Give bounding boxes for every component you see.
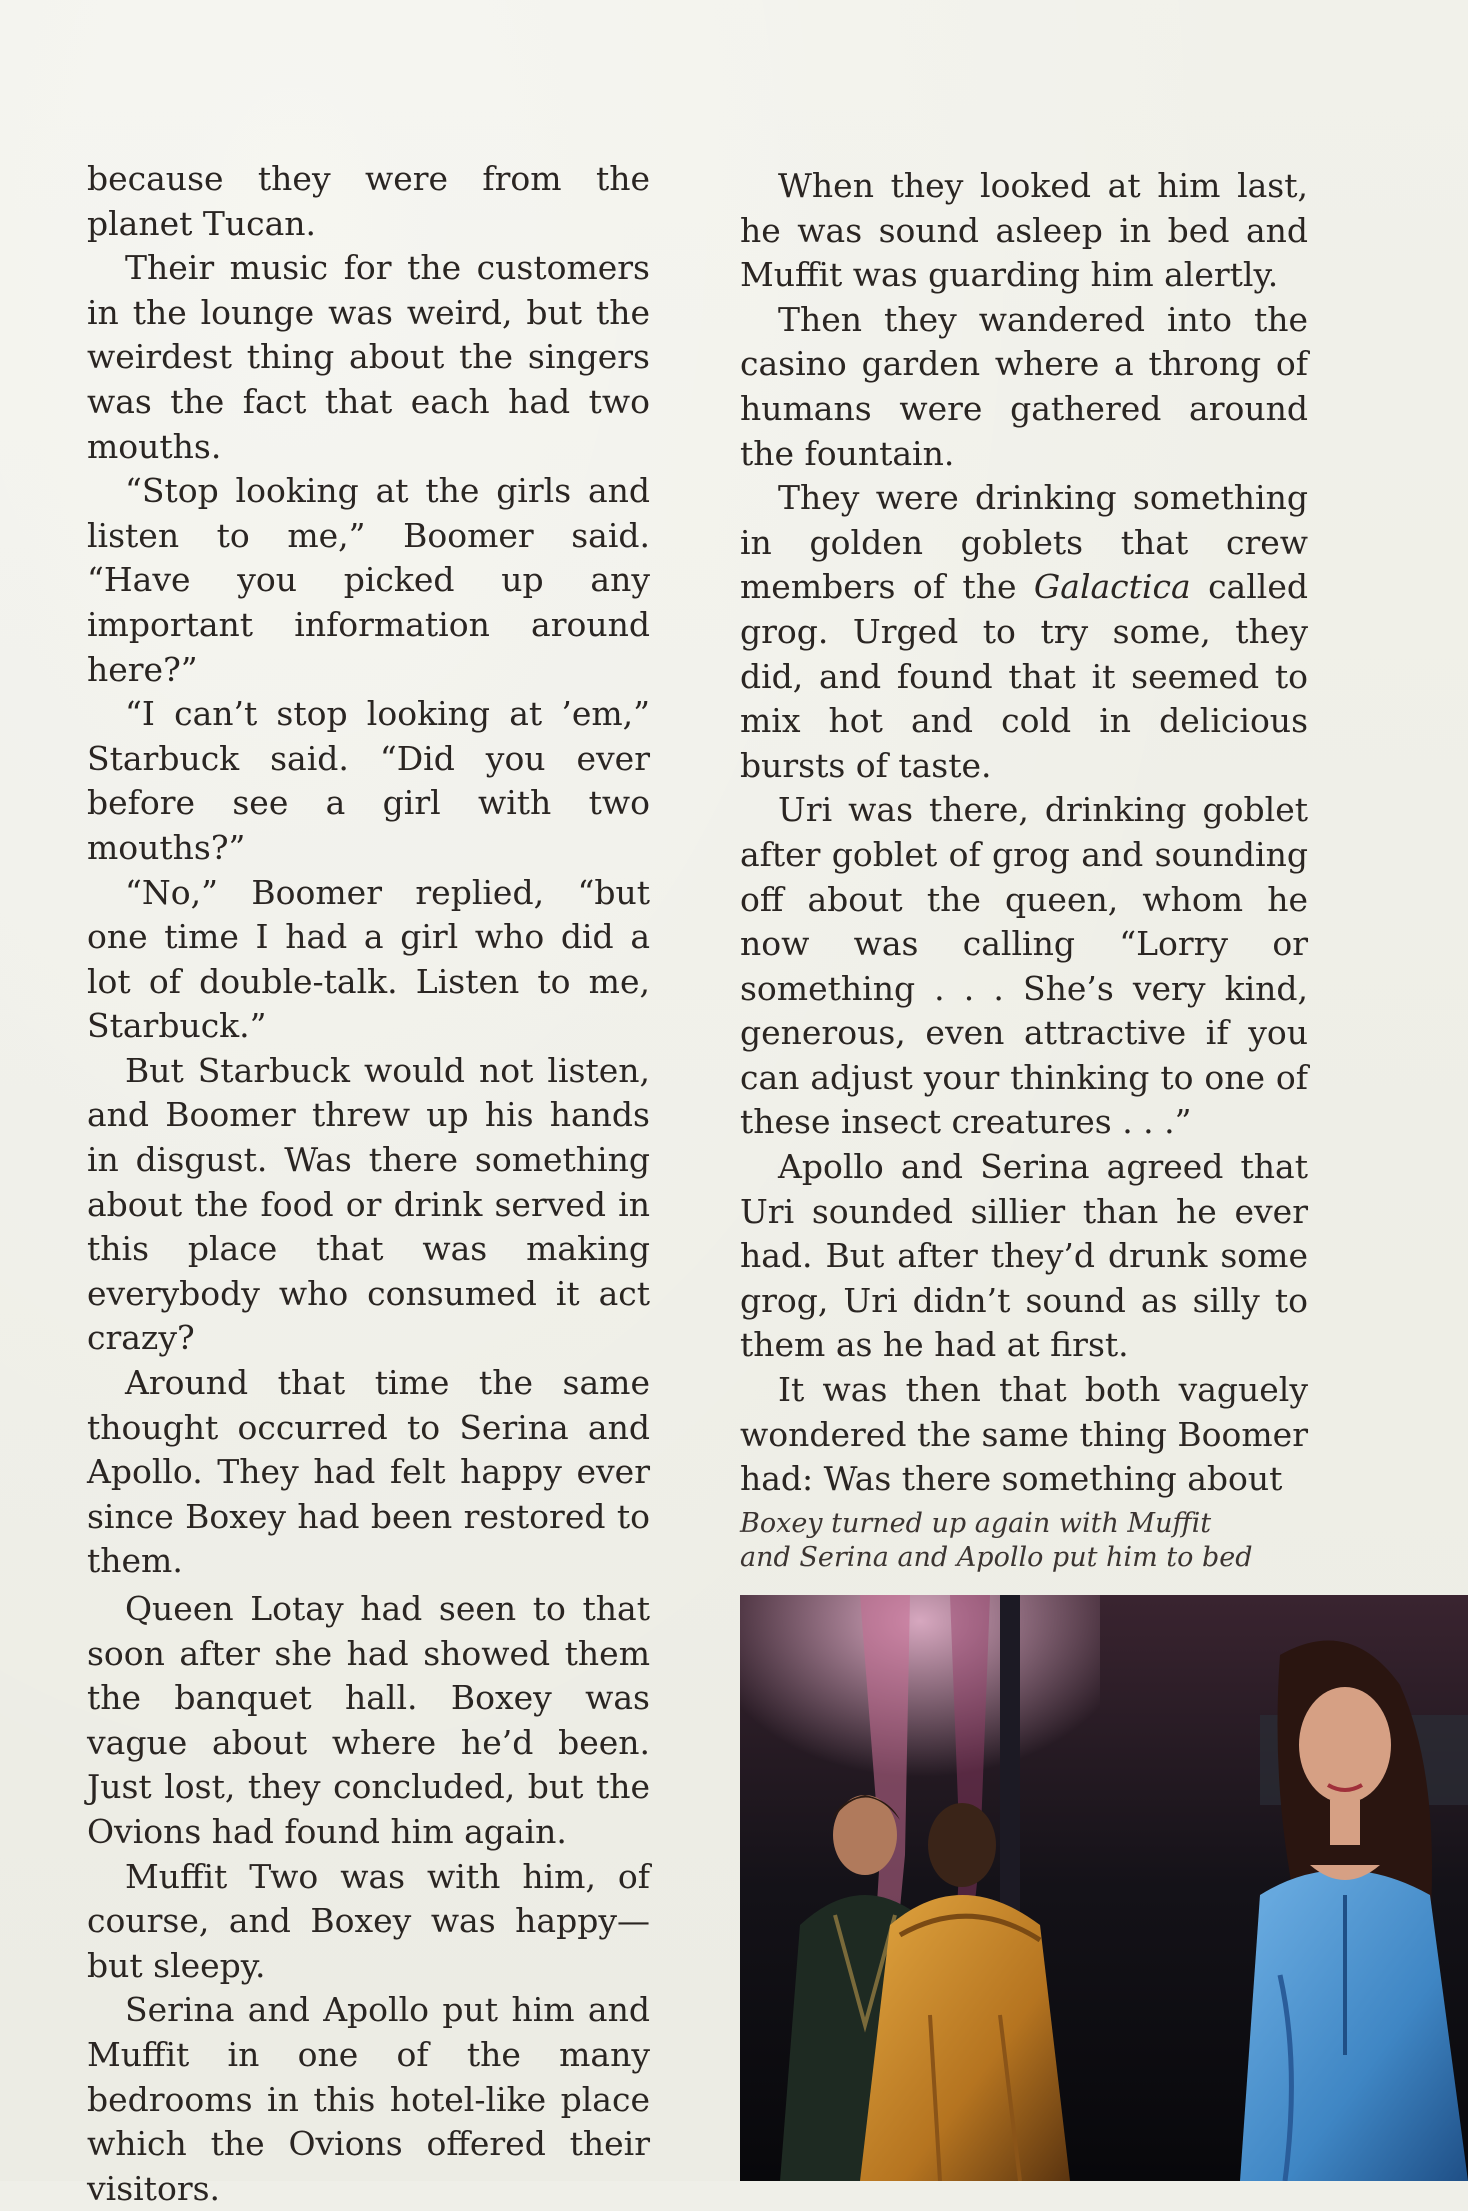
paragraph: Queen Lotay had seen to that soon after she had showed them the banquet hall. Boxey was vague about where he’d been. Just lost, they concluded, but the Ovions had found him again. bbox=[87, 1589, 650, 1851]
paragraph-text: called grog. Urged to try some, they did, and found that it seemed to mix hot and cold in delicious bursts of taste. bbox=[740, 567, 1308, 785]
scene-photo bbox=[740, 1595, 1468, 2181]
stage-light bbox=[740, 1595, 1100, 1855]
paragraph-text: They were drinking something in golden goblets that crew members of the bbox=[740, 478, 1308, 607]
paragraph: because they were from the planet Tucan. bbox=[87, 159, 650, 243]
caped-figure-head bbox=[928, 1803, 996, 1887]
paragraph: Serina and Apollo put him and Muffit in one of the many bedrooms in this hotel-like place which the Ovions offered their visitors. bbox=[87, 1990, 650, 2208]
woman-face bbox=[1299, 1687, 1391, 1803]
paragraph: “No,” Boomer replied, “but one time I had a girl who did a lot of double-talk. Listen to me, Starbuck.” bbox=[87, 872, 650, 1046]
paragraph: When they looked at him last, he was sound asleep in bed and Muffit was guarding him alertly. bbox=[740, 166, 1308, 295]
caption-line: and Serina and Apollo put him to bed bbox=[740, 1542, 1253, 1573]
paragraph: But Starbuck would not listen, and Boomer threw up his hands in disgust. Was there something about the food or drink served in this place that was making everybody who consumed it act crazy? bbox=[87, 1050, 650, 1358]
ship-name: Galactica bbox=[1033, 567, 1191, 607]
paragraph: “I can’t stop looking at ’em,” Starbuck said. “Did you ever before see a girl with two mouths?” bbox=[87, 694, 650, 867]
right-text-column bbox=[740, 164, 1308, 1502]
paragraph: Then they wandered into the casino garden where a throng of humans were gathered around the fountain. bbox=[740, 299, 1308, 473]
pillar bbox=[1000, 1595, 1020, 1955]
paragraph: It was then that both vaguely wondered the same thing Boomer had: Was there something about bbox=[740, 1370, 1308, 1499]
paragraph: Muffit Two was with him, of course, and Boxey was happy—but sleepy. bbox=[87, 1856, 650, 1985]
paragraph: Around that time the same thought occurred to Serina and Apollo. They had felt happy ever since Boxey had been restored to them. bbox=[87, 1363, 650, 1581]
left-text-column bbox=[87, 157, 650, 2211]
photo-caption bbox=[740, 1507, 1308, 1575]
caption-line: Boxey turned up again with Muffit bbox=[740, 1508, 1212, 1539]
paragraph: “Stop looking at the girls and listen to me,” Boomer said. “Have you picked up any important information around here?” bbox=[87, 471, 650, 689]
woman-neck bbox=[1330, 1800, 1360, 1845]
paragraph: Apollo and Serina agreed that Uri sounded sillier than he ever had. But after they’d drunk some grog, Uri didn’t sound as silly to them as he had at first. bbox=[740, 1147, 1308, 1365]
paragraph: Their music for the customers in the lounge was weird, but the weirdest thing about the singers was the fact that each had two mouths. bbox=[87, 248, 650, 466]
scene-illustration bbox=[740, 1595, 1468, 2181]
paragraph: Uri was there, drinking goblet after goblet of grog and sounding off about the queen, whom he now was calling “Lorry or something . . . She’s very kind, generous, even attractive if you can adjust your thinking to one of these insect creatures . . .” bbox=[740, 790, 1308, 1142]
paragraph bbox=[740, 476, 1308, 788]
